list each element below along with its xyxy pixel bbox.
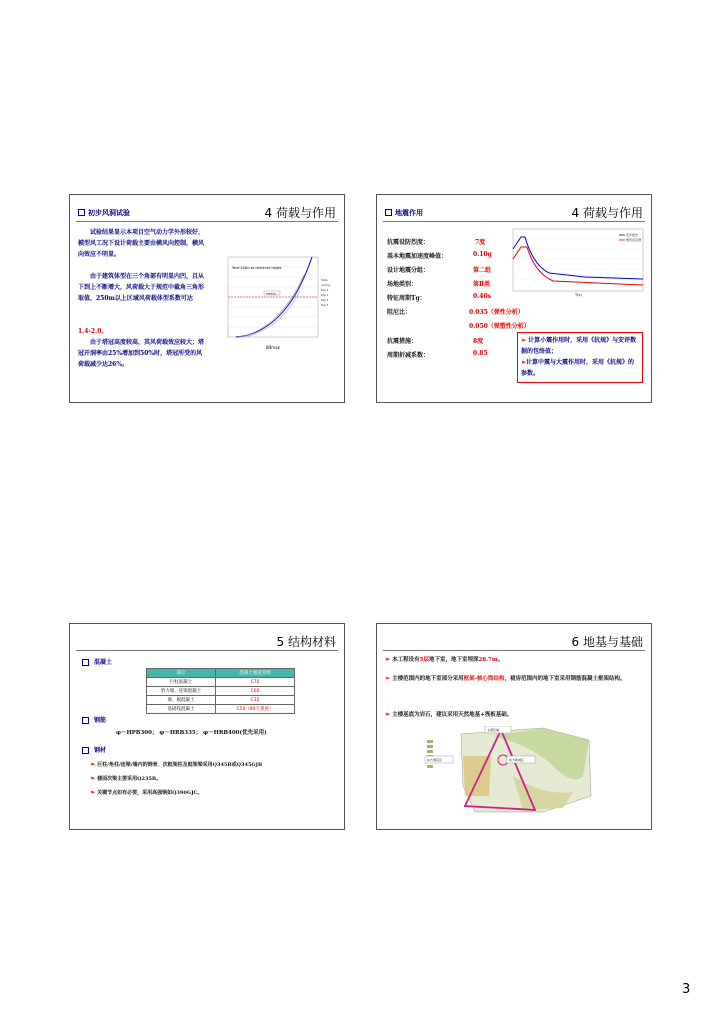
param-value: 第二组 [473,267,492,274]
foundation-bullet: ➢ 主楼基底为岩石，建议采用天然地基+筏板基础。 [385,711,513,718]
table-header-cell: 部位 [147,669,216,678]
param-label: 设计地震分组： [387,267,430,274]
concrete-table [146,668,295,714]
param-value: 7度 [475,239,486,246]
table-cell: 巨柱混凝土 [147,678,216,687]
steel-item: ➢ 巨柱/角柱/连梁/墙内的钢骨、次框架柱及框架梁采用Q345B或Q345GJB [90,761,263,768]
section-checkbox-icon [82,659,89,666]
rebar-text: φ－HPB300； φ－HRB335； φ－HRB400(优先采用) [116,730,267,736]
note-line: 计算小震作用时，采用《抗规》与安评数据的包络值； [521,337,637,355]
legend-item: Exp 2 [321,299,329,302]
table-cell: 基础筏混凝土 [147,705,216,714]
param-label: 特征周期Tg： [387,295,426,302]
paragraph-2-value: 1.4-2.0。 [78,328,108,335]
section-checkbox-icon [82,747,89,754]
map-label: 主塔区域 [487,728,500,732]
site-map-svg [423,726,593,814]
legend-item: Coding [321,284,331,287]
map-label: 东方酒店区 [427,758,443,762]
legend-item: 规范反应谱 [626,238,642,242]
param-value: 0.035（弹性分析） [469,309,524,316]
slide-title: 4 荷载与作用 [264,206,336,220]
note-box: ➢ 计算小震作用时，采用《抗规》与安评数据的包络值； ➢计算中震与大震作用时，采用《抗规》的参数。 [517,332,643,383]
steel-item: ➢ 关键节点如有必要，采用高强钢如Q390GJC。 [90,789,203,796]
section-title: 初步风洞试验 [88,208,130,217]
rebar-heading: 钢筋 [82,715,106,726]
param-label: 场地类别： [387,281,418,288]
table-row [147,687,295,696]
param-value: 0.85 [473,350,488,357]
steel-item: ➢ 楼面次梁主要采用Q235B。 [90,775,162,782]
slide-header [76,201,338,222]
map-label: 东方新城区 [509,758,525,762]
paragraph-2: 由于建筑体型在三个角部有明显内凹，且从下到上不断增大，风荷载大于规范中截角三角形取值，250m以上区域风荷载体型系数可达 [78,273,205,302]
table-cell: C60 [216,687,295,696]
param-label: 基本地震加速度峰值： [387,253,448,260]
chart-xlabel: Ⅱ/Ⅱmax [266,345,280,350]
slide-header [383,630,645,651]
table-header-cell: 混凝土强度等级 [216,669,295,678]
chart-box-label: reading [266,292,276,296]
legend-item: Exp 3 [321,304,329,307]
table-cell: 剪力墙、连梁混凝土 [147,687,216,696]
table-row [147,705,295,714]
spectrum-chart [505,225,647,297]
table-header-row [147,669,295,678]
paragraph-3: 由于塔冠高度较高，其风荷载效应较大；塔冠开洞率由25%增加到50%时，塔冠所受的风荷载减少达26%。 [78,339,205,368]
chart-xlabel: T(s) [575,293,582,297]
table-row [147,696,295,705]
slide-materials [69,623,345,830]
param-value: 0.050（弹塑性分析） [469,323,530,330]
paragraph-1: 试验结果显示本项目空气动力学外形较好，模型风工况下设计荷载主要由横风向控制，横风向效应不明显。 [78,229,205,258]
table-row [147,678,295,687]
site-map [423,726,593,814]
spectrum-svg [505,225,647,297]
param-value: 0.10g [473,251,492,258]
param-label: 抗震措施： [387,338,418,345]
table-cell: C70 [216,678,295,687]
section-checkbox-icon [385,209,392,216]
legend-item: Exp 0 [321,289,329,292]
slide-wind-tunnel [69,194,345,403]
page-number: 3 [682,982,691,997]
note-line: 计算中震与大震作用时，采用《抗规》的参数。 [521,359,635,377]
foundation-bullet: ➢ 本工程设有5层地下室，地下室埋深28.7m。 [385,656,504,663]
param-label: 抗震设防烈度： [387,239,430,246]
legend-item: 安评报告 [626,233,639,237]
slide-header [383,201,645,222]
steel-heading: 钢材 [82,745,106,756]
legend-item: Exp 1 [321,294,329,297]
chart-title: Total 518m as reference height [232,266,282,270]
wind-profile-chart [216,253,341,353]
table-cell: 梁、板混凝土 [147,696,216,705]
param-label: 阻尼比： [387,309,412,316]
slide-seismic [376,194,652,403]
slide-foundation [376,623,652,830]
foundation-bullet: ➢ 主楼范围内的地下室部分采用框架-核心筒结构，裙房范围内的地下室采用钢筋混凝土框架结构。 [385,675,626,682]
wind-profile-svg [216,253,341,353]
section-checkbox-icon [82,717,89,724]
slide-header [76,630,338,651]
concrete-heading: 混凝土 [82,657,112,668]
slide-title: 6 地基与基础 [571,635,643,649]
param-value: 0.40s [473,293,491,300]
param-label: 周期折减系数： [387,352,430,359]
slide-title: 4 荷载与作用 [571,206,643,220]
table-cell: C35 [216,696,295,705]
table-cell: C50（90天强度） [216,705,295,714]
legend-item: Table [321,279,328,282]
section-title: 地震作用 [395,208,423,217]
slide-title: 5 结构材料 [276,635,336,649]
param-value: 8度 [473,338,484,345]
param-value: 第Ⅱ类 [473,281,491,288]
section-checkbox-icon [78,209,85,216]
